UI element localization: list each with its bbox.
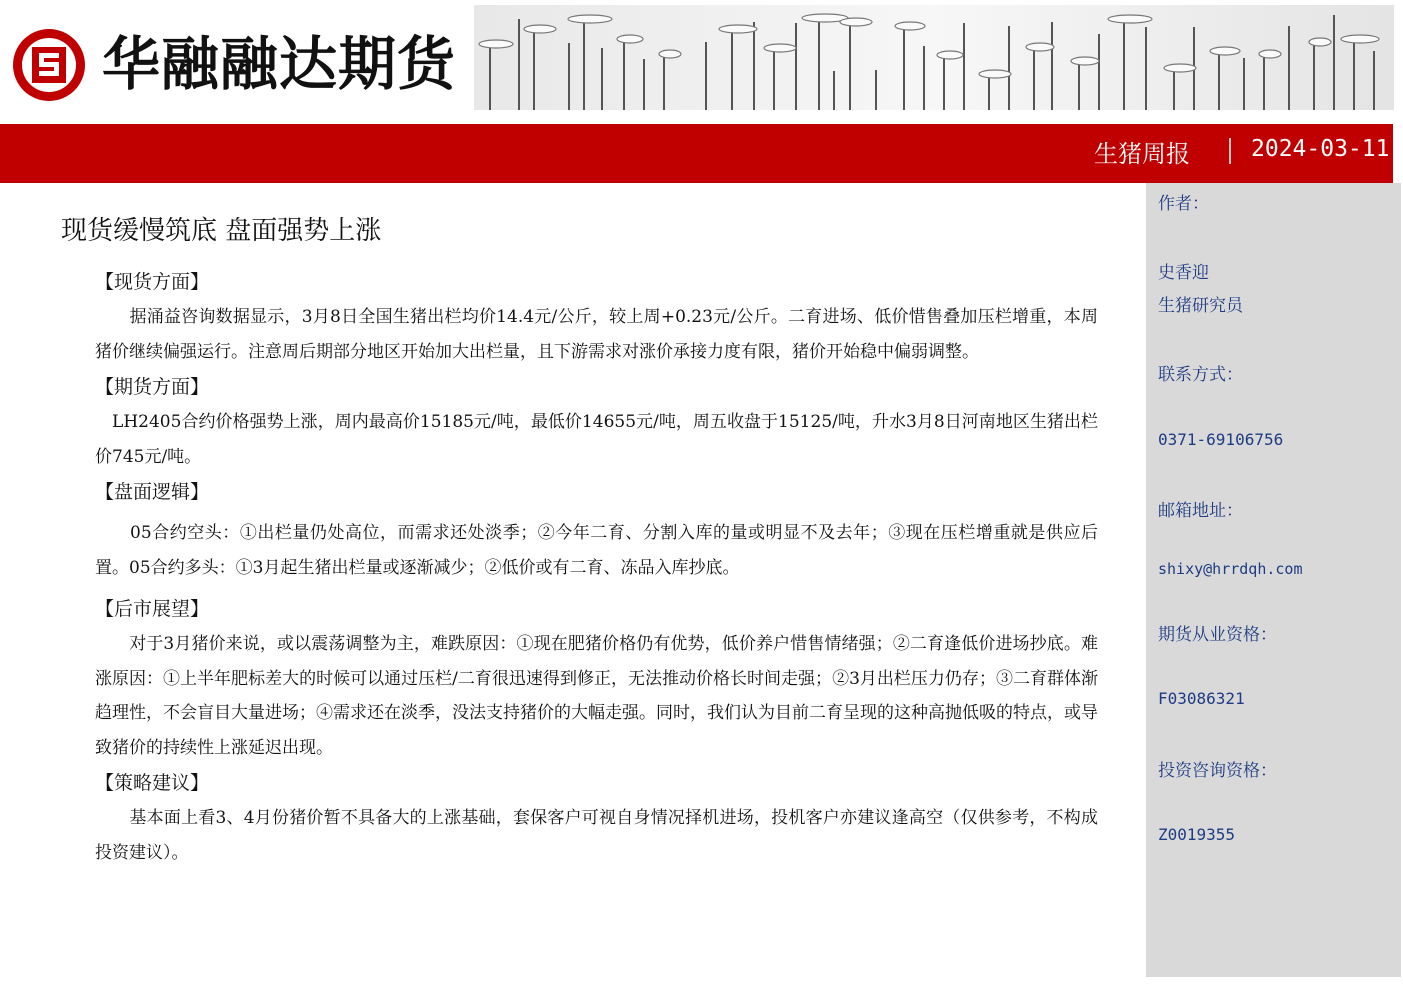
- company-logo: [10, 20, 457, 110]
- invest-qual-number: Z0019355: [1158, 825, 1236, 844]
- banner-ring: [937, 51, 963, 59]
- section-logic: [95, 474, 1098, 585]
- invest-qual-label: 投资咨询资格：: [1158, 761, 1277, 781]
- banner-ring: [479, 40, 513, 48]
- report-body: [95, 264, 1098, 870]
- decorative-banner-image: [474, 5, 1394, 110]
- banner-ring: [979, 70, 1011, 78]
- banner-ring: [1026, 43, 1054, 51]
- section-title: 【盘面逻辑】: [95, 481, 210, 503]
- report-type: 生猪周报: [1094, 140, 1190, 168]
- section-outlook: [95, 585, 1098, 765]
- banner-ring: [617, 35, 643, 43]
- banner-ring: [1341, 35, 1379, 43]
- section-title: 【策略建议】: [95, 772, 210, 794]
- company-name: 华融融达期货: [102, 30, 457, 98]
- banner-ring: [1210, 47, 1240, 55]
- banner-ring: [840, 18, 872, 26]
- section-paragraph: 对于3月猪价来说，或以震荡调整为主，难跌原因：①现在肥猪价格仍有优势，低价养户惜售情绪强；②二育逢低价进场抄底。难涨原因：①上半年肥标差大的时候可以通过压栏/二育很迅速得到修正，无法推动价格长时间走强；②3月出栏压力仍存；③二育群体渐趋理性，不会盲目大量进场；④需求还在淡季，没法支持猪价的大幅走强。同时，我们认为目前二育呈现的这种高抛低吸的特点，或导致猪价的持续性上涨延迟出现。: [95, 634, 1098, 758]
- section-paragraph: 05合约空头：①出栏量仍处高位，而需求还处淡季；②今年二育、分割入库的量或明显不及去年；③现在压栏增重就是供应后置。05合约多头：①3月起生猪出栏量或逐渐减少；②低价或有二育、冻品入库抄底。: [95, 523, 1098, 578]
- banner-ring: [1108, 15, 1152, 23]
- banner-ring: [719, 25, 757, 33]
- header-divider: [1229, 138, 1231, 164]
- author-sidebar: [1146, 183, 1401, 977]
- section-paragraph: LH2405合约价格强势上涨，周内最高价15185元/吨，最低价14655元/吨，周五收盘于15125/吨，升水3月8日河南地区生猪出栏价745元/吨。: [95, 412, 1098, 467]
- futures-qual-number: F03086321: [1158, 689, 1245, 708]
- author-name: 史香迎: [1158, 263, 1209, 283]
- phone-number: 0371-69106756: [1158, 430, 1284, 449]
- banner-ring: [568, 15, 612, 23]
- section-futures: [95, 369, 1098, 474]
- email-address[interactable]: shixy@hrrdqh.com: [1158, 560, 1303, 578]
- section-paragraph: 据涌益咨询数据显示，3月8日全国生猪出栏均价14.4元/公斤，较上周+0.23元/公斤。二育进场、低价惜售叠加压栏增重，本周猪价继续偏强运行。注意周后期部分地区开始加大出栏量，且下游需求对涨价承接力度有限，猪价开始稳中偏弱调整。: [95, 307, 1098, 362]
- section-strategy: [95, 765, 1098, 870]
- section-spot: [95, 264, 1098, 369]
- contact-label: 联系方式：: [1158, 365, 1243, 385]
- section-title: 【后市展望】: [95, 598, 210, 620]
- section-title: 【期货方面】: [95, 376, 210, 398]
- banner-ring: [764, 44, 796, 52]
- section-paragraph: 基本面上看3、4月份猪价暂不具备大的上涨基础，套保客户可视自身情况择机进场，投机客户亦建议逢高空（仅供参考，不构成投资建议）。: [95, 808, 1098, 863]
- email-label: 邮箱地址：: [1158, 501, 1243, 521]
- report-headline: 现货缓慢筑底 盘面强势上涨: [61, 216, 382, 246]
- report-date: 2024-03-11: [1251, 136, 1390, 162]
- banner-ring: [1259, 50, 1281, 58]
- futures-qual-label: 期货从业资格：: [1158, 625, 1277, 645]
- company-logo-icon: [10, 26, 88, 104]
- banner-ring: [1071, 57, 1099, 65]
- banner-ring: [659, 50, 681, 58]
- banner-ring: [1164, 64, 1196, 72]
- banner-ring: [1309, 38, 1331, 46]
- author-label: 作者：: [1158, 194, 1209, 214]
- author-title: 生猪研究员: [1158, 296, 1243, 316]
- section-title: 【现货方面】: [95, 271, 210, 293]
- banner-ring: [895, 22, 925, 30]
- banner-ring: [524, 25, 556, 33]
